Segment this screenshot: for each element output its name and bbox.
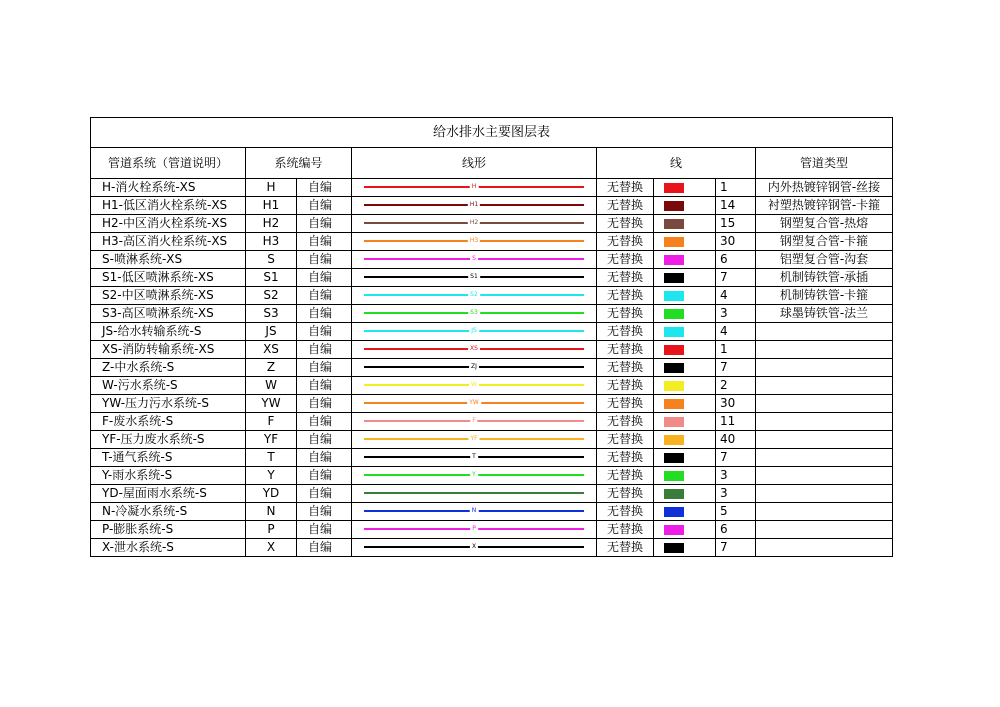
code-mode: 自编 bbox=[297, 197, 352, 215]
pipe-type bbox=[756, 521, 893, 539]
table-row bbox=[91, 521, 893, 539]
system-name: S-喷淋系统-XS bbox=[91, 251, 246, 269]
pipe-type: 衬塑热镀锌钢管-卡箍 bbox=[756, 197, 893, 215]
system-code: H2 bbox=[246, 215, 297, 233]
color-index: 3 bbox=[716, 485, 756, 503]
system-code: YW bbox=[246, 395, 297, 413]
linetype-cell bbox=[352, 341, 597, 359]
code-mode: 自编 bbox=[297, 521, 352, 539]
linetype-cell bbox=[352, 323, 597, 341]
replace-option: 无替换 bbox=[597, 215, 654, 233]
color-swatch bbox=[664, 507, 684, 517]
pipe-type bbox=[756, 395, 893, 413]
linetype-label: Y bbox=[472, 471, 476, 478]
code-mode: 自编 bbox=[297, 323, 352, 341]
replace-option: 无替换 bbox=[597, 431, 654, 449]
system-name: H2-中区消火栓系统-XS bbox=[91, 215, 246, 233]
linetype-cell bbox=[352, 305, 597, 323]
color-swatch bbox=[664, 453, 684, 463]
color-swatch-cell bbox=[654, 269, 716, 287]
linetype-label: S bbox=[472, 255, 476, 262]
table-row bbox=[91, 449, 893, 467]
linetype-cell bbox=[352, 179, 597, 197]
linetype-label: ZJ bbox=[471, 363, 477, 370]
system-code: H bbox=[246, 179, 297, 197]
color-swatch-cell bbox=[654, 467, 716, 485]
color-swatch bbox=[664, 435, 684, 445]
code-mode: 自编 bbox=[297, 539, 352, 557]
color-index: 7 bbox=[716, 539, 756, 557]
linetype-cell bbox=[352, 413, 597, 431]
replace-option: 无替换 bbox=[597, 197, 654, 215]
table-row bbox=[91, 251, 893, 269]
color-index: 4 bbox=[716, 323, 756, 341]
color-index: 7 bbox=[716, 269, 756, 287]
system-code: YF bbox=[246, 431, 297, 449]
system-code: P bbox=[246, 521, 297, 539]
table-row bbox=[91, 485, 893, 503]
system-name: Y-雨水系统-S bbox=[91, 467, 246, 485]
color-index: 5 bbox=[716, 503, 756, 521]
linetype-sample bbox=[364, 492, 584, 494]
color-swatch bbox=[664, 471, 684, 481]
pipe-type bbox=[756, 539, 893, 557]
replace-option: 无替换 bbox=[597, 395, 654, 413]
linetype-cell bbox=[352, 233, 597, 251]
color-swatch-cell bbox=[654, 395, 716, 413]
color-swatch bbox=[664, 327, 684, 337]
system-code: N bbox=[246, 503, 297, 521]
color-index: 7 bbox=[716, 449, 756, 467]
pipe-type bbox=[756, 449, 893, 467]
pipe-type: 机制铸铁管-承插 bbox=[756, 269, 893, 287]
color-swatch-cell bbox=[654, 503, 716, 521]
pipe-type: 机制铸铁管-卡箍 bbox=[756, 287, 893, 305]
linetype-label: S1 bbox=[470, 273, 478, 280]
code-mode: 自编 bbox=[297, 395, 352, 413]
system-code: Y bbox=[246, 467, 297, 485]
color-swatch bbox=[664, 381, 684, 391]
pipe-type: 铝塑复合管-沟套 bbox=[756, 251, 893, 269]
replace-option: 无替换 bbox=[597, 233, 654, 251]
color-index: 11 bbox=[716, 413, 756, 431]
header-pipe-type: 管道类型 bbox=[756, 148, 893, 179]
table-row bbox=[91, 341, 893, 359]
header-linetype: 线形 bbox=[352, 148, 597, 179]
replace-option: 无替换 bbox=[597, 539, 654, 557]
color-swatch bbox=[664, 489, 684, 499]
color-swatch bbox=[664, 291, 684, 301]
linetype-cell bbox=[352, 251, 597, 269]
pipe-type bbox=[756, 467, 893, 485]
color-swatch bbox=[664, 219, 684, 229]
replace-option: 无替换 bbox=[597, 485, 654, 503]
header-row bbox=[91, 148, 893, 179]
pipe-type bbox=[756, 413, 893, 431]
color-index: 3 bbox=[716, 467, 756, 485]
table-row bbox=[91, 359, 893, 377]
table-row bbox=[91, 287, 893, 305]
linetype-label: N bbox=[471, 507, 477, 514]
replace-option: 无替换 bbox=[597, 449, 654, 467]
linetype-cell bbox=[352, 431, 597, 449]
code-mode: 自编 bbox=[297, 233, 352, 251]
color-swatch-cell bbox=[654, 197, 716, 215]
color-swatch-cell bbox=[654, 215, 716, 233]
table-row bbox=[91, 179, 893, 197]
color-swatch-cell bbox=[654, 377, 716, 395]
color-index: 2 bbox=[716, 377, 756, 395]
code-mode: 自编 bbox=[297, 467, 352, 485]
color-swatch-cell bbox=[654, 413, 716, 431]
pipe-type: 钢塑复合管-卡箍 bbox=[756, 233, 893, 251]
linetype-cell bbox=[352, 359, 597, 377]
code-mode: 自编 bbox=[297, 377, 352, 395]
linetype-label: JS bbox=[471, 327, 477, 334]
header-color: 线 bbox=[597, 148, 756, 179]
pipe-type: 钢塑复合管-热熔 bbox=[756, 215, 893, 233]
system-name: S1-低区喷淋系统-XS bbox=[91, 269, 246, 287]
system-code: S3 bbox=[246, 305, 297, 323]
table-title: 给水排水主要图层表 bbox=[91, 118, 893, 148]
code-mode: 自编 bbox=[297, 359, 352, 377]
linetype-cell bbox=[352, 539, 597, 557]
color-swatch bbox=[664, 237, 684, 247]
color-swatch-cell bbox=[654, 179, 716, 197]
color-swatch-cell bbox=[654, 485, 716, 503]
linetype-cell bbox=[352, 269, 597, 287]
table-row bbox=[91, 197, 893, 215]
table-row bbox=[91, 467, 893, 485]
replace-option: 无替换 bbox=[597, 269, 654, 287]
code-mode: 自编 bbox=[297, 215, 352, 233]
linetype-label: X bbox=[471, 543, 477, 550]
color-swatch bbox=[664, 417, 684, 427]
color-swatch-cell bbox=[654, 341, 716, 359]
pipe-type bbox=[756, 485, 893, 503]
linetype-label: H3 bbox=[469, 237, 479, 244]
color-swatch bbox=[664, 363, 684, 373]
linetype-cell bbox=[352, 395, 597, 413]
system-name: T-通气系统-S bbox=[91, 449, 246, 467]
color-swatch bbox=[664, 309, 684, 319]
table-row bbox=[91, 413, 893, 431]
system-code: S2 bbox=[246, 287, 297, 305]
linetype-label: YF bbox=[470, 435, 478, 442]
system-name: YF-压力废水系统-S bbox=[91, 431, 246, 449]
color-swatch-cell bbox=[654, 251, 716, 269]
color-swatch bbox=[664, 201, 684, 211]
system-name: YW-压力污水系统-S bbox=[91, 395, 246, 413]
color-index: 40 bbox=[716, 431, 756, 449]
linetype-cell bbox=[352, 521, 597, 539]
color-swatch-cell bbox=[654, 539, 716, 557]
code-mode: 自编 bbox=[297, 251, 352, 269]
linetype-label: F bbox=[472, 417, 476, 424]
linetype-cell bbox=[352, 377, 597, 395]
replace-option: 无替换 bbox=[597, 341, 654, 359]
system-name: N-冷凝水系统-S bbox=[91, 503, 246, 521]
table-row bbox=[91, 377, 893, 395]
system-name: H1-低区消火栓系统-XS bbox=[91, 197, 246, 215]
system-name: F-废水系统-S bbox=[91, 413, 246, 431]
linetype-cell bbox=[352, 215, 597, 233]
color-index: 4 bbox=[716, 287, 756, 305]
color-swatch-cell bbox=[654, 323, 716, 341]
pipe-type: 球墨铸铁管-法兰 bbox=[756, 305, 893, 323]
system-code: S bbox=[246, 251, 297, 269]
system-name: S3-高区喷淋系统-XS bbox=[91, 305, 246, 323]
replace-option: 无替换 bbox=[597, 305, 654, 323]
replace-option: 无替换 bbox=[597, 251, 654, 269]
color-swatch bbox=[664, 255, 684, 265]
system-code: T bbox=[246, 449, 297, 467]
color-swatch-cell bbox=[654, 431, 716, 449]
system-code: YD bbox=[246, 485, 297, 503]
linetype-cell bbox=[352, 197, 597, 215]
system-name: XS-消防转输系统-XS bbox=[91, 341, 246, 359]
color-index: 30 bbox=[716, 233, 756, 251]
pipe-type: 内外热镀锌钢管-丝接 bbox=[756, 179, 893, 197]
table-row bbox=[91, 305, 893, 323]
linetype-label: P bbox=[472, 525, 476, 532]
linetype-label: H bbox=[471, 183, 477, 190]
linetype-label: XS bbox=[470, 345, 478, 352]
replace-option: 无替换 bbox=[597, 521, 654, 539]
code-mode: 自编 bbox=[297, 269, 352, 287]
system-code: F bbox=[246, 413, 297, 431]
system-name: Z-中水系统-S bbox=[91, 359, 246, 377]
linetype-label: YW bbox=[469, 399, 479, 406]
code-mode: 自编 bbox=[297, 431, 352, 449]
replace-option: 无替换 bbox=[597, 503, 654, 521]
color-index: 15 bbox=[716, 215, 756, 233]
pipe-type bbox=[756, 377, 893, 395]
linetype-cell bbox=[352, 449, 597, 467]
system-name: H-消火栓系统-XS bbox=[91, 179, 246, 197]
color-index: 6 bbox=[716, 251, 756, 269]
system-name: S2-中区喷淋系统-XS bbox=[91, 287, 246, 305]
color-swatch bbox=[664, 345, 684, 355]
replace-option: 无替换 bbox=[597, 287, 654, 305]
table-row bbox=[91, 233, 893, 251]
color-index: 7 bbox=[716, 359, 756, 377]
code-mode: 自编 bbox=[297, 179, 352, 197]
table-row bbox=[91, 539, 893, 557]
system-name: H3-高区消火栓系统-XS bbox=[91, 233, 246, 251]
system-code: Z bbox=[246, 359, 297, 377]
linetype-label: W bbox=[471, 381, 477, 388]
replace-option: 无替换 bbox=[597, 377, 654, 395]
code-mode: 自编 bbox=[297, 485, 352, 503]
code-mode: 自编 bbox=[297, 287, 352, 305]
linetype-label: S3 bbox=[470, 309, 478, 316]
layer-table bbox=[90, 117, 893, 557]
color-index: 14 bbox=[716, 197, 756, 215]
color-swatch-cell bbox=[654, 359, 716, 377]
system-name: P-膨胀系统-S bbox=[91, 521, 246, 539]
color-swatch-cell bbox=[654, 287, 716, 305]
system-code: W bbox=[246, 377, 297, 395]
table-row bbox=[91, 323, 893, 341]
color-swatch bbox=[664, 183, 684, 193]
color-swatch-cell bbox=[654, 449, 716, 467]
system-code: X bbox=[246, 539, 297, 557]
replace-option: 无替换 bbox=[597, 323, 654, 341]
linetype-cell bbox=[352, 485, 597, 503]
color-swatch-cell bbox=[654, 233, 716, 251]
color-index: 1 bbox=[716, 179, 756, 197]
linetype-cell bbox=[352, 467, 597, 485]
color-index: 3 bbox=[716, 305, 756, 323]
table-row bbox=[91, 431, 893, 449]
layer-table-sheet bbox=[90, 117, 892, 557]
system-code: S1 bbox=[246, 269, 297, 287]
pipe-type bbox=[756, 431, 893, 449]
header-system: 管道系统（管道说明） bbox=[91, 148, 246, 179]
linetype-label: H1 bbox=[469, 201, 479, 208]
color-swatch bbox=[664, 525, 684, 535]
system-code: H3 bbox=[246, 233, 297, 251]
color-swatch-cell bbox=[654, 521, 716, 539]
color-swatch bbox=[664, 273, 684, 283]
pipe-type bbox=[756, 323, 893, 341]
replace-option: 无替换 bbox=[597, 179, 654, 197]
code-mode: 自编 bbox=[297, 503, 352, 521]
table-row bbox=[91, 395, 893, 413]
replace-option: 无替换 bbox=[597, 467, 654, 485]
code-mode: 自编 bbox=[297, 449, 352, 467]
linetype-cell bbox=[352, 503, 597, 521]
system-name: X-泄水系统-S bbox=[91, 539, 246, 557]
color-swatch bbox=[664, 543, 684, 553]
code-mode: 自编 bbox=[297, 341, 352, 359]
color-swatch bbox=[664, 399, 684, 409]
linetype-label: H2 bbox=[469, 219, 479, 226]
system-code: H1 bbox=[246, 197, 297, 215]
linetype-label: S2 bbox=[470, 291, 478, 298]
pipe-type bbox=[756, 503, 893, 521]
code-mode: 自编 bbox=[297, 305, 352, 323]
system-code: JS bbox=[246, 323, 297, 341]
color-index: 30 bbox=[716, 395, 756, 413]
linetype-cell bbox=[352, 287, 597, 305]
color-index: 1 bbox=[716, 341, 756, 359]
pipe-type bbox=[756, 341, 893, 359]
system-name: YD-屋面雨水系统-S bbox=[91, 485, 246, 503]
table-row bbox=[91, 503, 893, 521]
replace-option: 无替换 bbox=[597, 413, 654, 431]
pipe-type bbox=[756, 359, 893, 377]
system-code: XS bbox=[246, 341, 297, 359]
system-name: JS-给水转输系统-S bbox=[91, 323, 246, 341]
table-row bbox=[91, 215, 893, 233]
system-name: W-污水系统-S bbox=[91, 377, 246, 395]
code-mode: 自编 bbox=[297, 413, 352, 431]
color-index: 6 bbox=[716, 521, 756, 539]
replace-option: 无替换 bbox=[597, 359, 654, 377]
header-code: 系统编号 bbox=[246, 148, 352, 179]
color-swatch-cell bbox=[654, 305, 716, 323]
table-row bbox=[91, 269, 893, 287]
linetype-label: T bbox=[472, 453, 476, 460]
